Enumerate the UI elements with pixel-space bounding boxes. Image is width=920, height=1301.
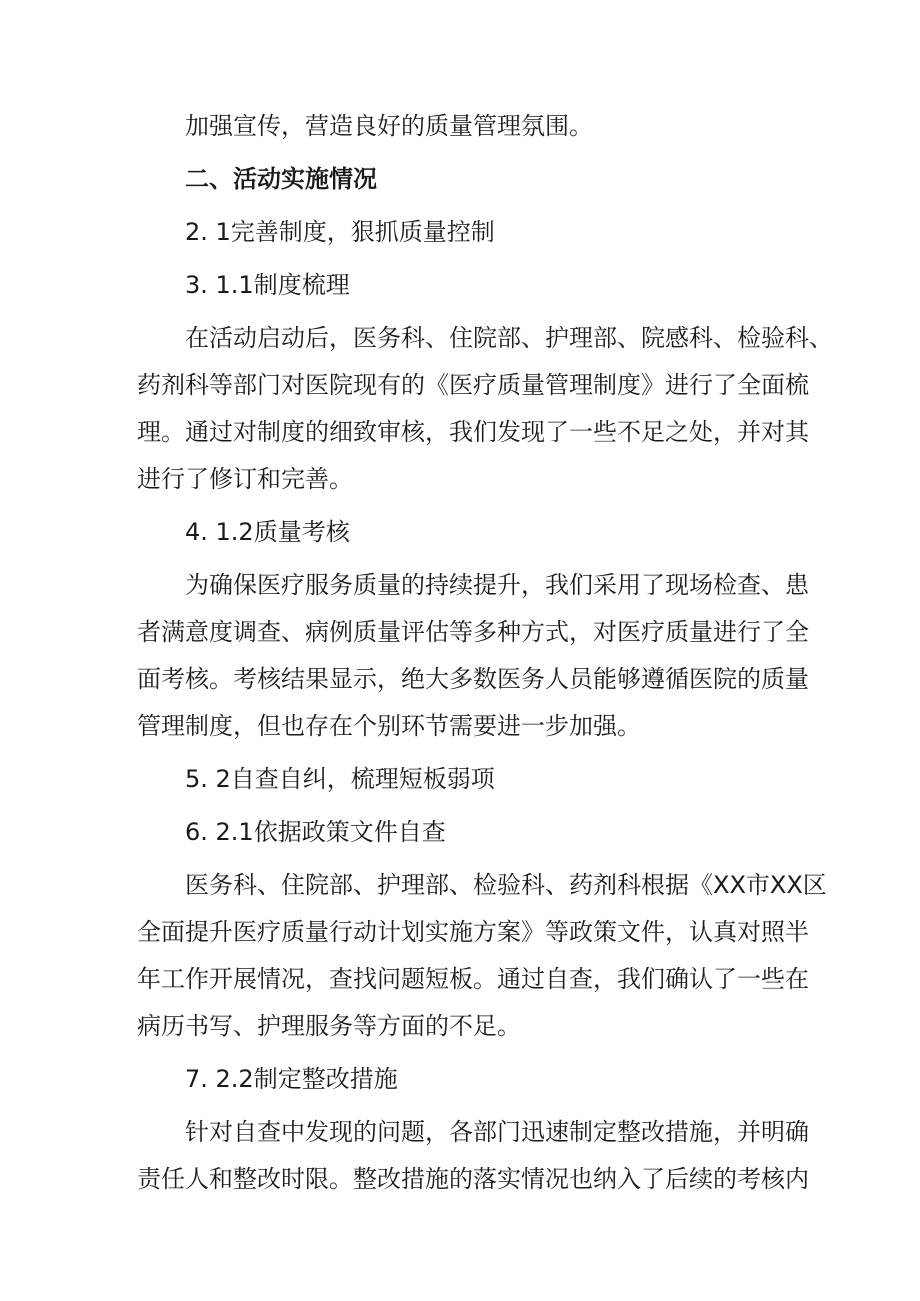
paragraph-system-review (137, 315, 833, 503)
paragraph-line: 全面提升医疗质量行动计划实施方案》等政策文件，认真对照半 (137, 918, 809, 946)
subheading-text: 2. 1完善制度，狠抓质量控制 (185, 218, 495, 246)
paragraph-line: 者满意度调查、病例质量评估等多种方式，对医疗质量进行了全 (137, 618, 809, 646)
paragraph-line: 年工作开展情况，查找问题短板。通过自查，我们确认了一些在 (137, 965, 809, 993)
document-page (137, 103, 833, 1209)
paragraph-line: 加强宣传，营造良好的质量管理氛围。 (185, 112, 593, 140)
section-heading-text: 二、活动实施情况 (185, 165, 377, 193)
paragraph-line: 面考核。考核结果显示，绝大多数医务人员能够遵循医院的质量 (137, 665, 809, 693)
subheading-2-1 (137, 209, 797, 256)
paragraph-policy-self-check (137, 862, 827, 1050)
paragraph-line: 理。通过对制度的细致审核，我们发现了一些不足之处，并对其 (137, 418, 809, 446)
subheading-text: 7. 2.2制定整改措施 (185, 1065, 398, 1093)
subheading-1-2 (137, 509, 797, 556)
paragraph-line: 针对自查中发现的问题，各部门迅速制定整改措施，并明确 (185, 1118, 809, 1146)
subheading-1-1 (137, 262, 797, 309)
paragraph-line: 管理制度，但也存在个别环节需要进一步加强。 (137, 712, 641, 740)
paragraph-closing-line (137, 103, 797, 150)
paragraph-line: 病历书写、护理服务等方面的不足。 (137, 1012, 521, 1040)
paragraph-line: 进行了修订和完善。 (137, 465, 353, 493)
subheading-2-2 (137, 1056, 797, 1103)
paragraph-quality-assessment (137, 562, 809, 750)
paragraph-line: 责任人和整改时限。整改措施的落实情况也纳入了后续的考核内 (137, 1165, 809, 1193)
paragraph-line: 为确保医疗服务质量的持续提升，我们采用了现场检查、患 (185, 571, 809, 599)
subheading-text: 6. 2.1依据政策文件自查 (185, 818, 446, 846)
section-heading (137, 156, 797, 203)
paragraph-rectification (137, 1109, 809, 1203)
subheading-text: 3. 1.1制度梳理 (185, 271, 350, 299)
paragraph-line: 药剂科等部门对医院现有的《医疗质量管理制度》进行了全面梳 (137, 371, 809, 399)
subheading-2 (137, 756, 797, 803)
subheading-text: 5. 2自查自纠，梳理短板弱项 (185, 765, 495, 793)
paragraph-line: 医务科、住院部、护理部、检验科、药剂科根据《XX市XX区 (185, 871, 827, 899)
subheading-2-1-self-check (137, 809, 797, 856)
subheading-text: 4. 1.2质量考核 (185, 518, 350, 546)
paragraph-line: 在活动启动后，医务科、住院部、护理部、院感科、检验科、 (185, 324, 833, 352)
